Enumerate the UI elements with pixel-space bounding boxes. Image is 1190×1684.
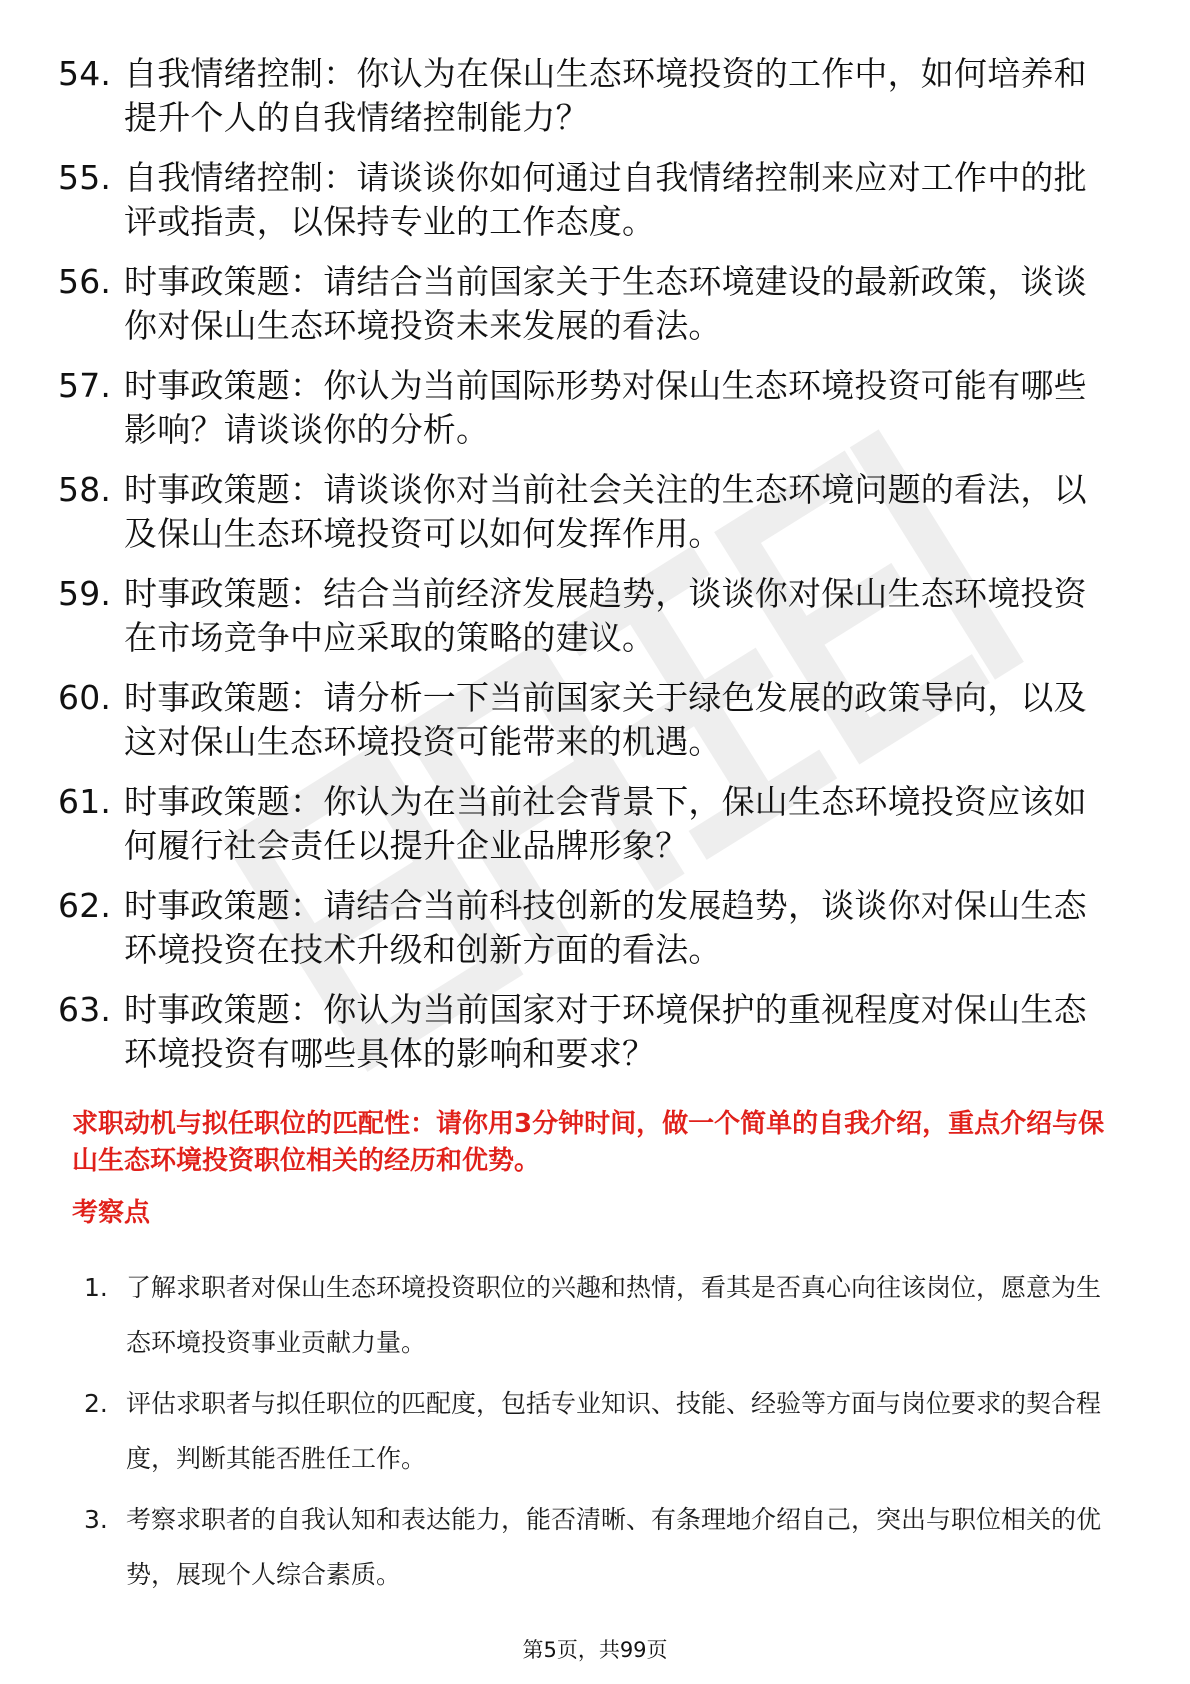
list-item <box>58 676 1118 764</box>
point-text: 考察求职者的自我认知和表达能力，能否清晰、有条理地介绍自己，突出与职位相关的优势，展现个人综合素质。 <box>126 1505 1102 1589</box>
question-text: 时事政策题：结合当前经济发展趋势，谈谈你对保山生态环境投资在市场竞争中应采取的策略的建议。 <box>124 574 1087 657</box>
list-item <box>84 1260 1114 1370</box>
question-number: 55. <box>58 158 112 197</box>
question-number: 58. <box>58 470 112 509</box>
page-footer: 第5页，共99页 <box>522 1638 668 1662</box>
question-number: 56. <box>58 262 112 301</box>
list-item <box>58 988 1118 1076</box>
point-text: 了解求职者对保山生态环境投资职位的兴趣和热情，看其是否真心向往该岗位，愿意为生态环境投资事业贡献力量。 <box>126 1273 1102 1357</box>
point-text: 评估求职者与拟任职位的匹配度，包括专业知识、技能、经验等方面与岗位要求的契合程度，判断其能否胜任工作。 <box>126 1389 1102 1473</box>
list-item <box>84 1376 1114 1486</box>
question-number: 54. <box>58 54 112 93</box>
question-text: 时事政策题：请谈谈你对当前社会关注的生态环境问题的看法，以及保山生态环境投资可以如何发挥作用。 <box>124 470 1087 553</box>
question-text: 时事政策题：请结合当前科技创新的发展趋势，谈谈你对保山生态环境投资在技术升级和创新方面的看法。 <box>124 886 1087 969</box>
list-item <box>84 1492 1114 1602</box>
question-number: 59. <box>58 574 112 613</box>
list-item <box>58 572 1118 660</box>
assessment-points-list <box>84 1260 1114 1608</box>
question-number: 61. <box>58 782 112 821</box>
list-item <box>58 364 1118 452</box>
point-number: 3. <box>84 1505 108 1534</box>
question-text: 时事政策题：你认为当前国家对于环境保护的重视程度对保山生态环境投资有哪些具体的影响和要求？ <box>124 990 1087 1073</box>
question-text: 自我情绪控制：请谈谈你如何通过自我情绪控制来应对工作中的批评或指责，以保持专业的工作态度。 <box>124 158 1087 241</box>
list-item <box>58 260 1118 348</box>
list-item <box>58 884 1118 972</box>
list-item <box>58 468 1118 556</box>
question-number: 63. <box>58 990 112 1029</box>
question-text: 时事政策题：你认为在当前社会背景下，保山生态环境投资应该如何履行社会责任以提升企业品牌形象？ <box>124 782 1087 865</box>
point-number: 2. <box>84 1389 108 1418</box>
question-number: 60. <box>58 678 112 717</box>
question-text: 时事政策题：请结合当前国家关于生态环境建设的最新政策，谈谈你对保山生态环境投资未来发展的看法。 <box>124 262 1087 345</box>
question-number: 57. <box>58 366 112 405</box>
question-list <box>58 52 1118 1092</box>
list-item <box>58 780 1118 868</box>
question-text: 自我情绪控制：你认为在保山生态环境投资的工作中，如何培养和提升个人的自我情绪控制能力？ <box>124 54 1087 137</box>
question-text: 时事政策题：请分析一下当前国家关于绿色发展的政策导向，以及这对保山生态环境投资可能带来的机遇。 <box>124 678 1087 761</box>
point-number: 1. <box>84 1273 108 1302</box>
question-number: 62. <box>58 886 112 925</box>
section-subheading: 考察点 <box>72 1198 151 1228</box>
list-item <box>58 156 1118 244</box>
question-text: 时事政策题：你认为当前国际形势对保山生态环境投资可能有哪些影响？请谈谈你的分析。 <box>124 366 1087 449</box>
section-title: 求职动机与拟任职位的匹配性：请你用3分钟时间，做一个简单的自我介绍，重点介绍与保山生态环境投资职位相关的经历和优势。 <box>72 1109 1105 1176</box>
list-item <box>58 52 1118 140</box>
